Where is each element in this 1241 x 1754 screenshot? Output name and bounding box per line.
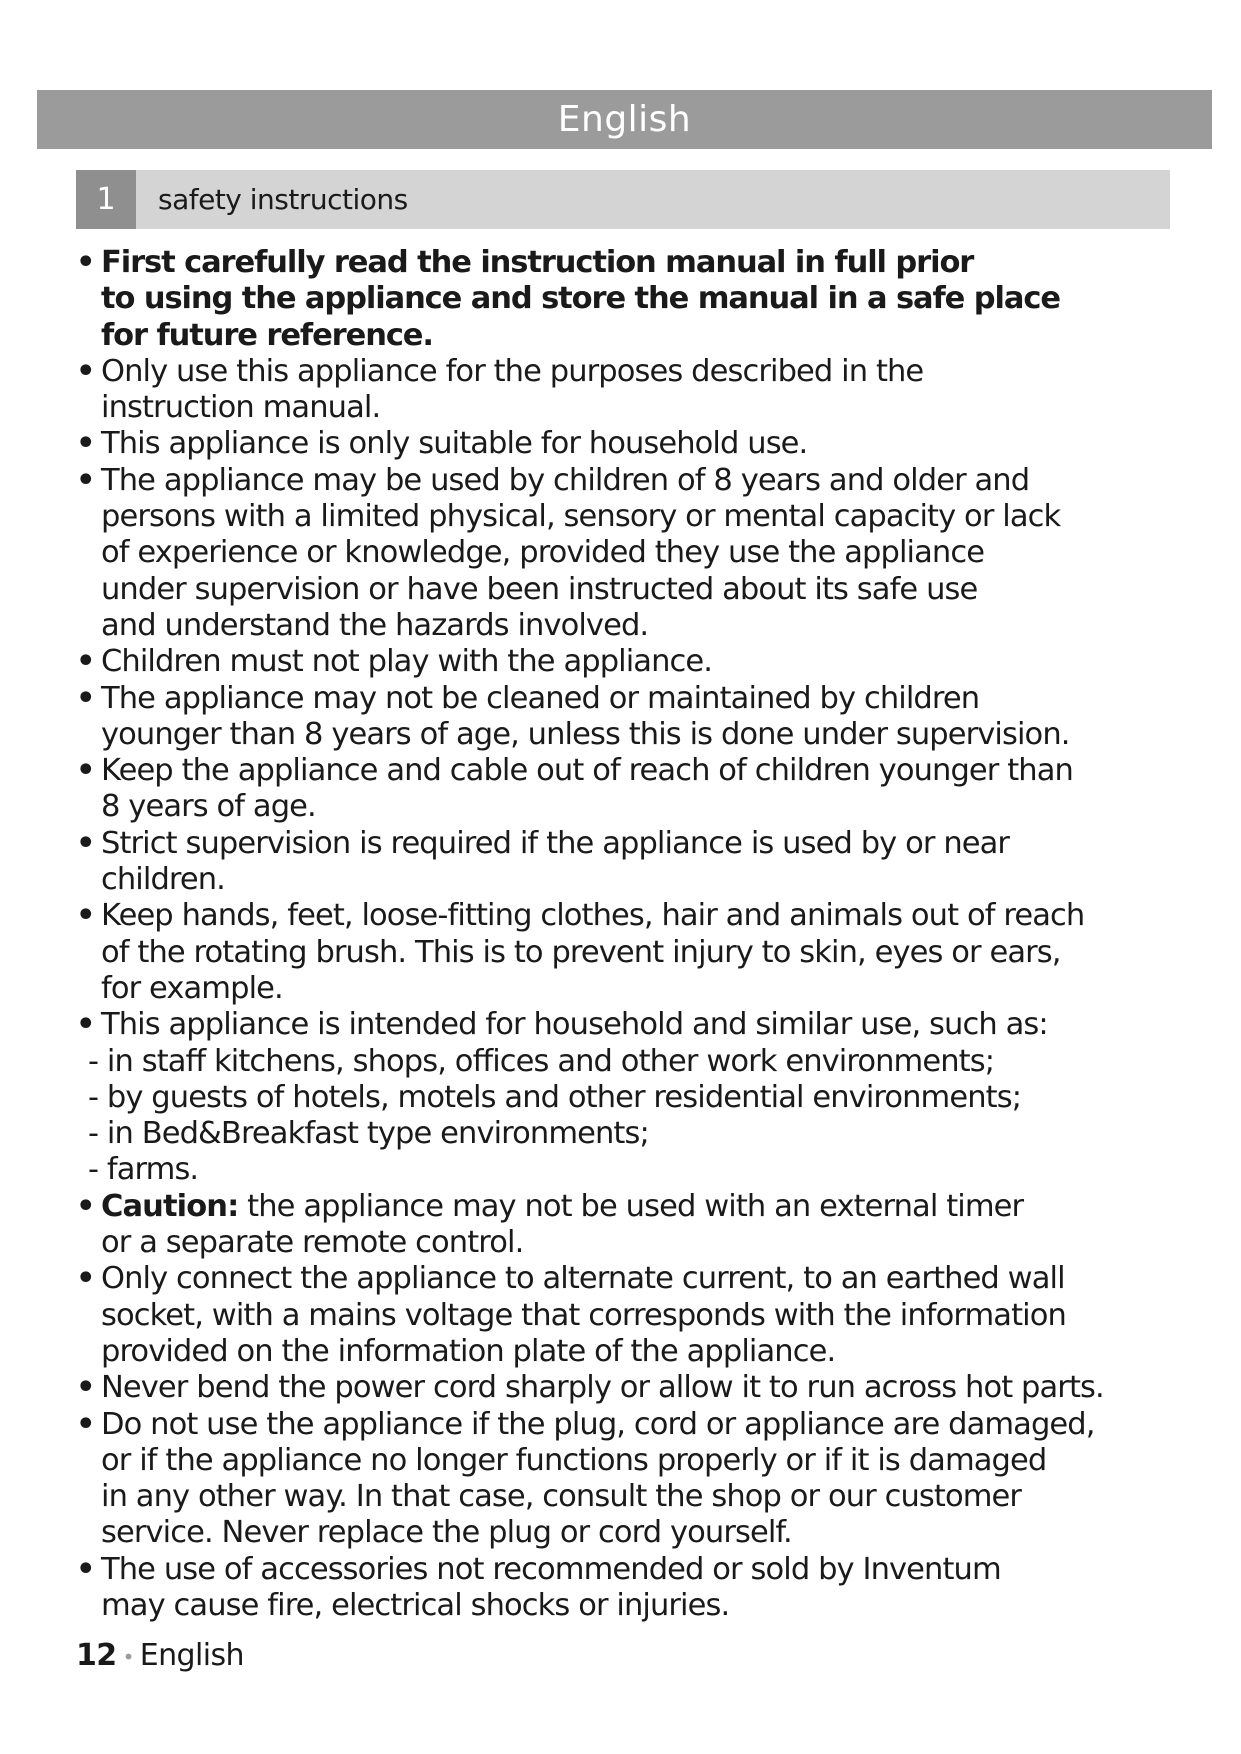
list-item: • Do not use the appliance if the plug, cord or appliance are damaged, bbox=[76, 1406, 1095, 1442]
bullet: • bbox=[76, 245, 95, 280]
bullet: • bbox=[76, 1188, 95, 1224]
list-item: • Keep hands, feet, loose-fitting clothes, hair and animals out of reach bbox=[76, 898, 1085, 934]
list-item: • Never bend the power cord sharply or allow it to run across hot parts. bbox=[76, 1370, 1104, 1406]
header-title: English bbox=[557, 99, 692, 140]
bullet: • bbox=[76, 462, 95, 498]
bullet: • bbox=[76, 753, 95, 789]
footer-separator: • bbox=[122, 1644, 134, 1669]
list-item-continuation: children. bbox=[101, 862, 225, 898]
list-item-continuation: provided on the information plate of the appliance. bbox=[101, 1333, 836, 1369]
section-bar bbox=[76, 170, 1170, 229]
list-item-continuation: service. Never replace the plug or cord yourself. bbox=[101, 1515, 792, 1551]
list-item: • Caution: the appliance may not be used with an external timer bbox=[76, 1188, 1024, 1224]
list-item-continuation: of experience or knowledge, provided they use the appliance bbox=[101, 535, 985, 571]
list-item: • The appliance may be used by children of 8 years and older and bbox=[76, 462, 1030, 498]
bullet: • bbox=[76, 1370, 95, 1406]
list-item-continuation: instruction manual. bbox=[101, 390, 381, 426]
list-item: • This appliance is intended for household and similar use, such as: bbox=[76, 1007, 1048, 1043]
list-item-continuation: to using the appliance and store the manual in a safe place bbox=[101, 281, 1060, 317]
list-item-continuation: of the rotating brush. This is to prevent injury to skin, eyes or ears, bbox=[101, 934, 1061, 970]
footer-label: English bbox=[139, 1638, 244, 1673]
caution-label: Caution: bbox=[101, 1188, 239, 1224]
list-item-continuation: may cause fire, electrical shocks or injuries. bbox=[101, 1587, 730, 1623]
bullet: • bbox=[76, 644, 95, 680]
list-item-continuation: and understand the hazards involved. bbox=[101, 607, 649, 643]
list-item-continuation: 8 years of age. bbox=[101, 789, 316, 825]
list-item-continuation: persons with a limited physical, sensory or mental capacity or lack bbox=[101, 499, 1061, 535]
bullet: • bbox=[76, 353, 95, 389]
sub-list-item: - by guests of hotels, motels and other residential environments; bbox=[88, 1079, 1022, 1115]
header-band bbox=[37, 90, 1212, 149]
sub-list-item: - in Bed&Breakfast type environments; bbox=[88, 1116, 649, 1152]
list-item: • This appliance is only suitable for household use. bbox=[76, 426, 808, 462]
list-item: • Only use this appliance for the purposes described in the bbox=[76, 353, 924, 389]
section-number: 1 bbox=[76, 170, 136, 229]
list-item: • The use of accessories not recommended or sold by Inventum bbox=[76, 1551, 1001, 1587]
list-item-continuation: for example. bbox=[101, 970, 283, 1006]
list-item: • Keep the appliance and cable out of reach of children younger than bbox=[76, 753, 1073, 789]
bullet: • bbox=[76, 1261, 95, 1297]
list-item-continuation: or if the appliance no longer functions properly or if it is damaged bbox=[101, 1442, 1047, 1478]
bullet: • bbox=[76, 825, 95, 861]
sub-list-item: - in staff kitchens, shops, offices and other work environments; bbox=[88, 1043, 995, 1079]
list-item: • Only connect the appliance to alternate current, to an earthed wall bbox=[76, 1261, 1065, 1297]
bullet: • bbox=[76, 426, 95, 462]
section-title: safety instructions bbox=[158, 183, 408, 216]
page-number: 12 bbox=[76, 1638, 117, 1673]
sub-list-item: - farms. bbox=[88, 1152, 199, 1188]
list-item: • Strict supervision is required if the appliance is used by or near bbox=[76, 825, 1010, 861]
list-item: • Children must not play with the appliance. bbox=[76, 644, 713, 680]
page-footer bbox=[76, 1638, 244, 1673]
bullet: • bbox=[76, 1551, 95, 1587]
safety-list bbox=[76, 245, 1176, 1624]
list-item: • First carefully read the instruction manual in full prior bbox=[76, 245, 974, 280]
list-item-continuation: socket, with a mains voltage that corresponds with the information bbox=[101, 1297, 1066, 1333]
list-item-continuation: in any other way. In that case, consult the shop or our customer bbox=[101, 1479, 1022, 1515]
bullet: • bbox=[76, 898, 95, 934]
list-item-continuation: under supervision or have been instructed about its safe use bbox=[101, 571, 978, 607]
list-item-continuation: or a separate remote control. bbox=[101, 1225, 524, 1261]
bullet: • bbox=[76, 1406, 95, 1442]
list-item-continuation: younger than 8 years of age, unless this is done under supervision. bbox=[101, 716, 1070, 752]
list-item: • The appliance may not be cleaned or maintained by children bbox=[76, 680, 980, 716]
bullet: • bbox=[76, 1007, 95, 1043]
list-item-continuation: for future reference. bbox=[101, 317, 433, 353]
bullet: • bbox=[76, 680, 95, 716]
